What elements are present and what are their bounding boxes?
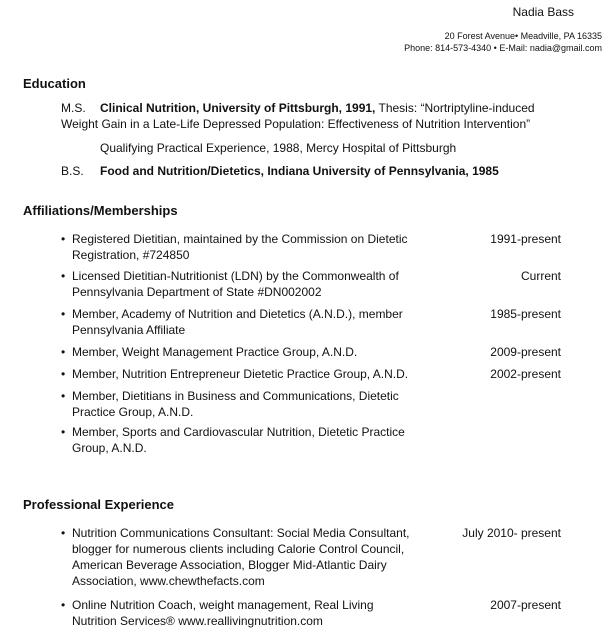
- bullet: •: [61, 232, 66, 246]
- item-date: July 2010- present: [462, 526, 561, 540]
- item-text: Member, Dietitians in Business and Communications, Dietetic Practice Group, A.N.D.: [72, 389, 399, 419]
- affiliations-heading: Affiliations/Memberships: [23, 203, 178, 218]
- ms-practical-experience: Qualifying Practical Experience, 1988, Mercy Hospital of Pittsburgh: [100, 141, 457, 155]
- item-text: Online Nutrition Coach, weight management, Real Living Nutrition Services® www.reallivingnutrition.com: [72, 598, 374, 628]
- bullet: •: [61, 367, 66, 381]
- contact-line: Phone: 814-573-4340 • E-Mail: nadia@gmail.com: [404, 43, 602, 53]
- item-text: Member, Weight Management Practice Group, A.N.D.: [72, 345, 358, 359]
- address-line: 20 Forest Avenue• Meadville, PA 16335: [444, 31, 602, 41]
- bullet: •: [61, 526, 66, 540]
- bullet: •: [61, 345, 66, 359]
- resume-name: Nadia Bass: [512, 5, 574, 19]
- experience-heading: Professional Experience: [23, 497, 175, 512]
- item-date: 2009-present: [490, 345, 561, 359]
- bs-title: Food and Nutrition/Dietetics, Indiana University of Pennsylvania, 1985: [100, 164, 499, 178]
- bs-abbr: B.S.: [61, 164, 84, 178]
- bullet: •: [61, 425, 66, 439]
- item-text: Registered Dietitian, maintained by the Commission on Dietetic Registration, #724850: [72, 232, 408, 262]
- education-heading: Education: [23, 76, 86, 91]
- ms-abbr: M.S.: [61, 101, 86, 115]
- ms-title: Clinical Nutrition, University of Pittsburgh, 1991,: [100, 101, 376, 115]
- bullet: •: [61, 598, 66, 612]
- item-text: Member, Academy of Nutrition and Dietetics (A.N.D.), member Pennsylvania Affiliate: [72, 307, 403, 337]
- item-date: 1985-present: [490, 307, 561, 321]
- bullet: •: [61, 389, 66, 403]
- item-text: Nutrition Communications Consultant: Social Media Consultant, blogger for numerous clients including Calorie Control Council, American Beverage Association, Blogger Mid-Atlantic Dairy Association, www.chewthefacts.com: [72, 526, 410, 588]
- ms-thesis-part2: Weight Gain in a Late-Life Depressed Population: Effectiveness of Nutrition Intervention”: [61, 117, 531, 131]
- item-date: 2002-present: [490, 367, 561, 381]
- item-text: Member, Nutrition Entrepreneur Dietetic Practice Group, A.N.D.: [72, 367, 409, 381]
- ms-degree-text: [100, 101, 535, 115]
- item-text: Licensed Dietitian-Nutritionist (LDN) by the Commonwealth of Pennsylvania Department of State #DN002002: [72, 269, 399, 299]
- item-date: 2007-present: [490, 598, 561, 612]
- item-date: 1991-present: [490, 232, 561, 246]
- item-text: Member, Sports and Cardiovascular Nutrition, Dietetic Practice Group, A.N.D.: [72, 425, 405, 455]
- item-date: Current: [520, 269, 561, 283]
- bullet: •: [61, 269, 66, 283]
- bullet: •: [61, 307, 66, 321]
- ms-thesis-part1: Thesis: “Nortriptyline-induced: [375, 101, 535, 115]
